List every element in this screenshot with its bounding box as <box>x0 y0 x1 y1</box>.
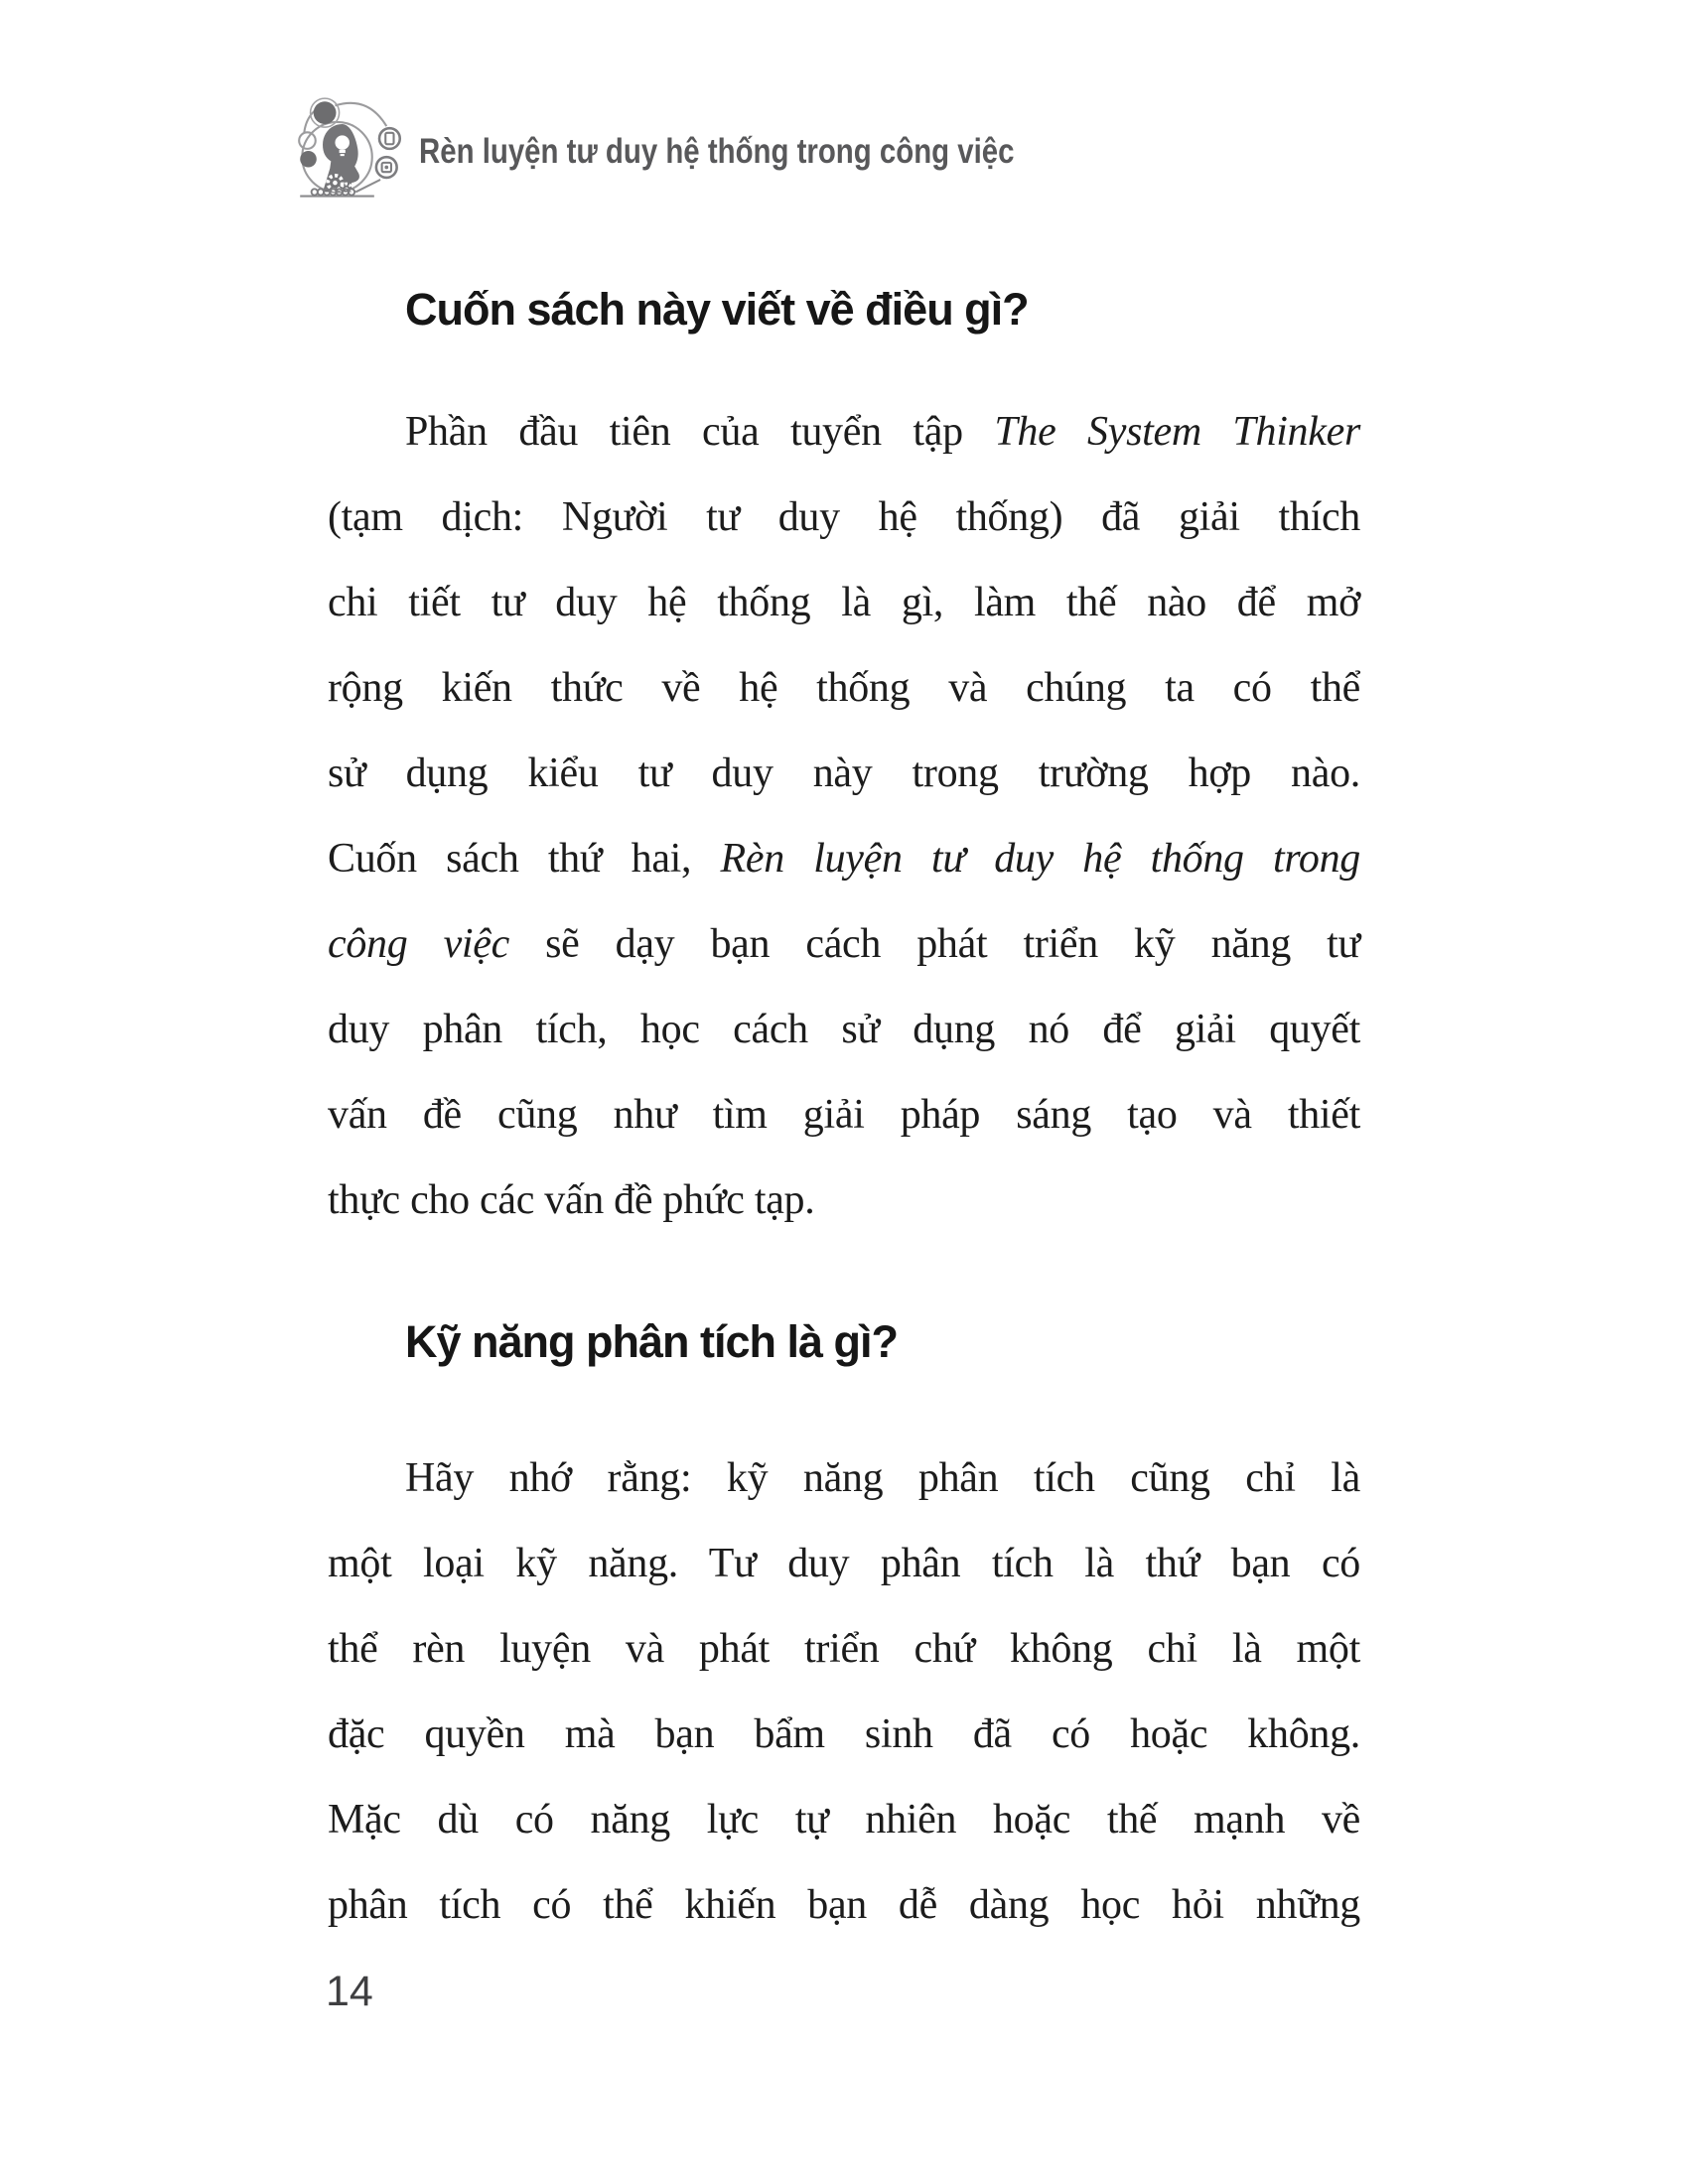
text-line: chi tiết tư duy hệ thống là gì, làm thế nào để mở <box>328 580 1360 625</box>
text-line: Cuốn sách thứ hai, Rèn luyện tư duy hệ thống trong <box>328 836 1361 882</box>
section-heading: Cuốn sách này viết về điều gì? <box>405 284 1029 335</box>
text-line: phân tích có thể khiến bạn dễ dàng học hỏi những <box>328 1882 1360 1928</box>
text-line: thực cho các vấn đề phức tạp. <box>328 1177 815 1223</box>
text-line: thể rèn luyện và phát triển chứ không chỉ là một <box>328 1626 1360 1672</box>
text-line: Phần đầu tiên của tuyển tập The System Thinker <box>405 409 1360 455</box>
section-heading: Kỹ năng phân tích là gì? <box>405 1316 899 1367</box>
text-line: đặc quyền mà bạn bẩm sinh đã có hoặc không. <box>328 1711 1360 1757</box>
page-header <box>294 95 1128 208</box>
text-line: rộng kiến thức về hệ thống và chúng ta có thể <box>328 665 1360 711</box>
paragraph <box>328 1435 1360 1948</box>
text-line: một loại kỹ năng. Tư duy phân tích là thứ bạn có <box>328 1541 1360 1586</box>
text-line: Mặc dù có năng lực tự nhiên hoặc thế mạnh về <box>328 1797 1360 1843</box>
page-number: 14 <box>326 1968 373 2015</box>
systems-thinking-head-icon <box>294 95 407 208</box>
text-line: Hãy nhớ rằng: kỹ năng phân tích cũng chỉ là <box>405 1455 1360 1501</box>
text-line: vấn đề cũng như tìm giải pháp sáng tạo và thiết <box>328 1092 1360 1138</box>
text-line: sử dụng kiểu tư duy này trong trường hợp nào. <box>328 751 1360 796</box>
text-line: (tạm dịch: Người tư duy hệ thống) đã giải thích <box>328 494 1360 540</box>
paragraph <box>328 389 1360 1243</box>
text-line: công việc sẽ dạy bạn cách phát triển kỹ năng tư <box>328 921 1360 967</box>
running-head-book-title: Rèn luyện tư duy hệ thống trong công việc <box>419 132 1015 171</box>
text-line: duy phân tích, học cách sử dụng nó để giải quyết <box>328 1007 1360 1052</box>
